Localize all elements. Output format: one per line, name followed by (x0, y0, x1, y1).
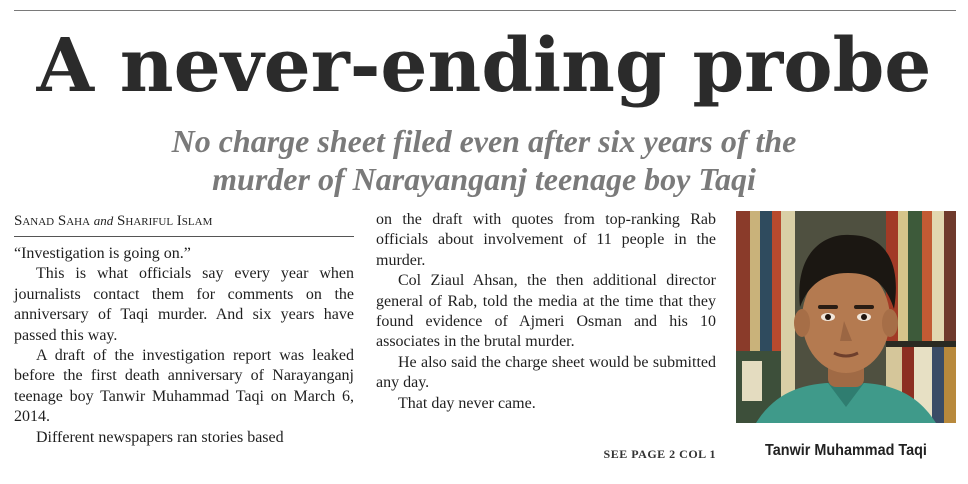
portrait-photo-icon (736, 211, 956, 423)
subheadline-line-1: No charge sheet filed even after six years of the (171, 123, 797, 159)
paragraph: Col Ziaul Ahsan, the then additional director general of Rab, told the media at the time that they found evidence of Ajmeri Osman and his 10 associates in the brutal murder. (376, 272, 716, 351)
paragraph: “Investigation is going on.” (14, 245, 191, 262)
portrait-photo (736, 211, 956, 423)
paragraph: on the draft with quotes from top-ranking Rab officials about involvement of 11 people in the murder. (376, 211, 716, 269)
byline (14, 211, 354, 231)
paragraph: A draft of the investigation report was leaked before the first death anniversary of Narayanganj teenage boy Tanwir Muhammad Taqi on March 6, 2014. (14, 347, 354, 426)
paragraph: He also said the charge sheet would be submitted any day. (376, 353, 716, 392)
paragraph: Different newspapers ran stories based (36, 428, 284, 446)
headline: A never-ending probe (36, 23, 932, 109)
byline-author-1: Sanad Saha (14, 213, 91, 229)
paragraph: That day never came. (398, 394, 536, 412)
byline-conjunction: and (93, 213, 114, 228)
subheadline (0, 122, 968, 198)
article-column-1 (14, 244, 354, 448)
byline-rule (14, 236, 354, 237)
article-column-2 (376, 210, 716, 414)
paragraph: This is what officials say every year when journalists contact them for comments on the anniversary of Taqi murder. And six years have passed this way. (14, 265, 354, 344)
subheadline-line-2: murder of Narayanganj teenage boy Taqi (212, 161, 756, 197)
byline-author-2: Shariful Islam (117, 213, 213, 229)
continuation-jump: SEE PAGE 2 COL 1 (603, 447, 716, 461)
photo-caption: Tanwir Muhammad Taqi (765, 442, 927, 459)
top-rule (14, 10, 956, 11)
